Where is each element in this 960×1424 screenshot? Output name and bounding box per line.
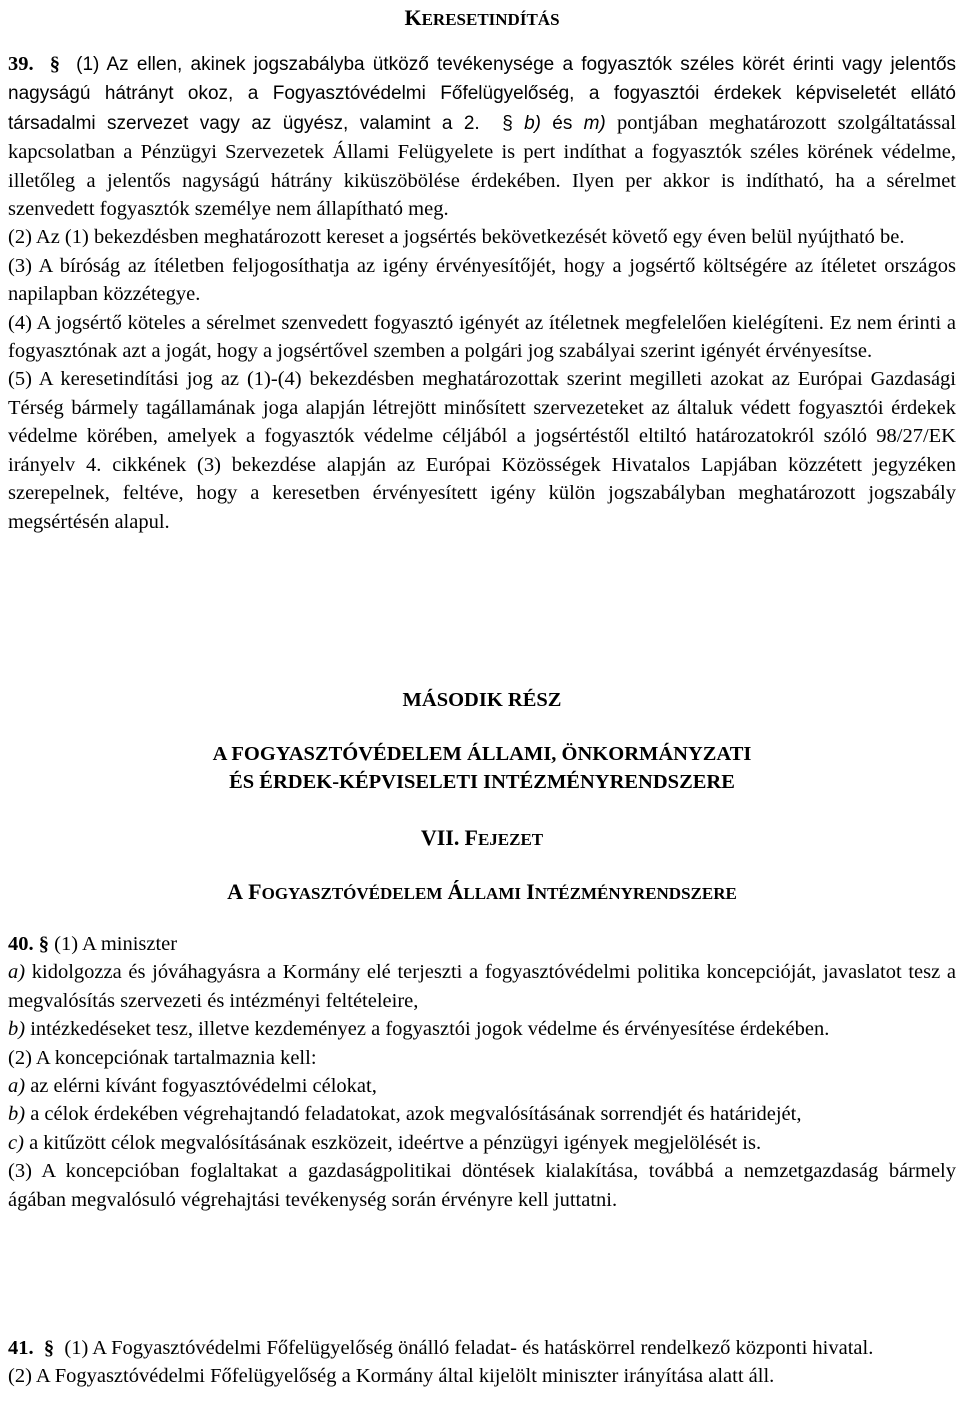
- chapter-title: A FOGYASZTÓVÉDELEM ÁLLAMI INTÉZMÉNYRENDSZERE: [227, 879, 737, 904]
- section-sign-icon: §: [43, 1337, 55, 1359]
- article-40-para-3: (3) A koncepcióban foglaltakat a gazdaságpolitikai döntések kialakítása, továbbá a nemzetgazdaság bármely ágában megvalósuló végrehajtási tevékenység során érvényre kell juttatni.: [8, 1160, 956, 1211]
- article-40-para-1: 40. § (1) A miniszter: [8, 933, 178, 955]
- article-40-para-2: (2) A koncepciónak tartalmaznia kell:: [8, 1046, 317, 1069]
- article-39-para-4: (4) A jogsértő köteles a sérelmet szenvedett fogyasztó igényét az ítéletnek megfelelően kielégíteni. Ez nem érinti a fogyasztónak azt a jogát, hogy a jogsértővel szemben a polgári jog szabályai szerint igényét érvényesítse.: [8, 311, 956, 363]
- article-41-para-1: 41. § (1) A Fogyasztóvédelmi Főfelügyelőség önálló feladat- és hatáskörrel rendelkező központi hivatal.: [8, 1337, 874, 1359]
- article-39-para-5: (5) A keresetindítási jog az (1)-(4) bekezdésben meghatározottak szerint megilleti azokat az Európai Gazdasági Térség bármely tagállamának joga alapján létrejött minősített szervezeteket az általuk védett fogyasztói érdekek védelme körében, amelyek a fogyasztók védelme céljából a jogsértéstől eltiltó határozatokról szóló 98/27/EK irányelv 4. cikkének (3) bekezdése alapján az Európai Közösségek Hivatalos Lapjában közzétett jegyzéken szerepelnek, feltéve, hogy a keresetben érvényesített igény külön jogszabályban meghatározott jogszabály megsértésén alapul.: [8, 368, 956, 533]
- article-40-point-a: a) kidolgozza és jóváhagyásra a Kormány elé terjeszti a fogyasztóvédelmi politika koncepcióját, javaslatot tesz a megvalósítás szervezeti és intézményi feltételeire,: [8, 961, 956, 1012]
- article-39-para-1: 39. § (1) Az ellen, akinek jogszabályba ütköző tevékenysége a fogyasztók széles körét érinti vagy jelentős nagyságú hátrányt okoz, a Fogyasztóvédelmi Főfelügyelőség, a fogyasztói érdekek képviseletét ellátó társadalmi szervezet vagy az ügyész, valamint a 2. § b) és m) pontjában meghatározott szolgáltatással kapcsolatban a Pénzügyi Szervezetek Állami Felügyelete is pert indíthat a fogyasztók széles körének védelme, illetőleg a jelentős nagyságú hátrány kiküszöbölése érdekében. Ilyen per akkor is indítható, ha a sérelmet szenvedett fogyasztók személye nem állapítható meg.: [8, 53, 957, 221]
- article-41-para-2: (2) A Fogyasztóvédelmi Főfelügyelőség a Kormány által kijelölt miniszter irányítása alatt áll.: [8, 1365, 775, 1388]
- article-40-para-2-point-a: a) az elérni kívánt fogyasztóvédelmi célokat,: [8, 1075, 377, 1098]
- article-40-para-2-point-c: c) a kitűzött célok megvalósításának eszközeit, ideértve a pénzügyi igények megjelölését is.: [8, 1131, 762, 1154]
- article-40-point-b: b) intézkedéseket tesz, illetve kezdeményez a fogyasztói jogok védelme és érvényesítése érdekében.: [8, 1018, 830, 1041]
- article-39-para-2: (2) Az (1) bekezdésben meghatározott kereset a jogsértés bekövetkezését követő egy éven belül nyújtható be.: [8, 226, 905, 249]
- part-title: MÁSODIK RÉSZ: [402, 689, 562, 711]
- article-40: [8, 930, 956, 1214]
- part-subtitle-line-1: A FOGYASZTÓVÉDELEM ÁLLAMI, ÖNKORMÁNYZATI: [212, 743, 752, 765]
- section-sign-icon: §: [38, 933, 49, 955]
- chapter-heading: VII. FEJEZET: [420, 825, 544, 850]
- article-39-para-3: (3) A bíróság az ítéletben feljogosíthatja az igény érvényesítőjét, hogy a jogsértő költségére az ítéletet országos napilapban közzétegye.: [8, 254, 956, 306]
- article-40-para-2-point-b: b) a célok érdekében végrehajtandó feladatokat, azok megvalósításának sorrendjét és határidejét,: [8, 1103, 802, 1126]
- section-heading-keresetinditas: KERESETINDÍTÁS: [404, 5, 560, 30]
- section-sign-icon: §: [49, 53, 60, 75]
- article-41: [8, 1334, 956, 1391]
- part-subtitle-line-2: ÉS ÉRDEK-KÉPVISELETI INTÉZMÉNYRENDSZERE: [229, 771, 735, 793]
- article-39: [8, 50, 956, 536]
